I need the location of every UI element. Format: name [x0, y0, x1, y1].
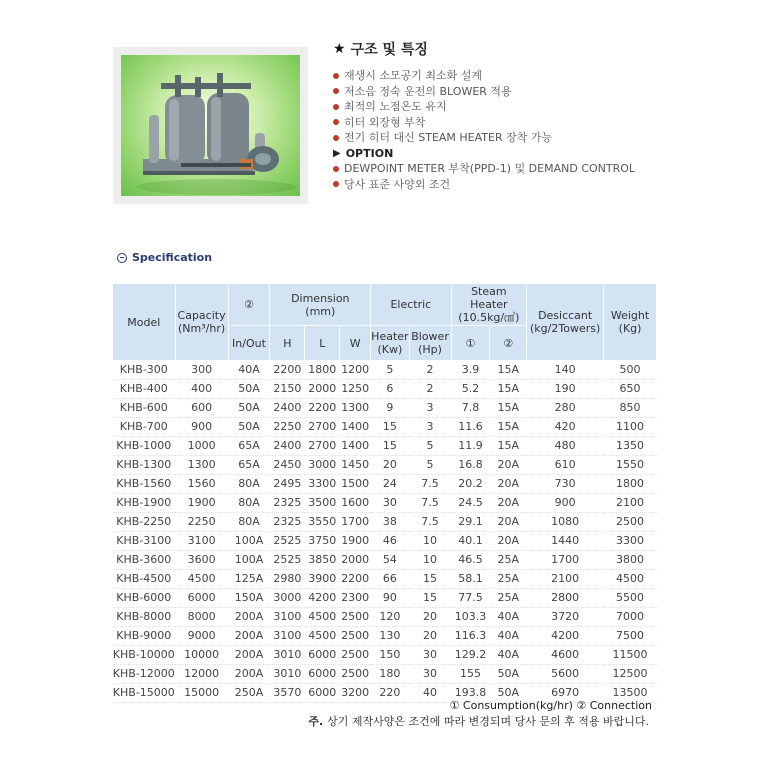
bullet-icon — [333, 135, 339, 141]
table-cell: 20A — [497, 515, 520, 528]
table-cell: 2525 — [273, 553, 302, 566]
table-cell: KHB-15000 — [112, 686, 175, 699]
table-cell: 3 — [426, 420, 434, 433]
table-cell: 50A — [497, 686, 520, 699]
table-cell: 30 — [423, 648, 438, 661]
table-cell: 1600 — [341, 496, 370, 509]
table-cell: 3.9 — [461, 363, 480, 376]
table-cell: 1700 — [551, 553, 580, 566]
table-row — [113, 627, 657, 646]
col-desiccant: Desiccant (kg/2Towers) — [527, 284, 604, 361]
table-row — [113, 494, 657, 513]
col-steam-heater: Steam Heater (10.5kg/㎠) — [451, 284, 527, 326]
table-cell: KHB-4500 — [116, 572, 172, 585]
table-cell: 20 — [423, 610, 438, 623]
table-cell: KHB-8000 — [116, 610, 172, 623]
table-cell: 220 — [379, 686, 401, 699]
legend-text: ① Consumption(kg/hr) ② Connection — [449, 699, 652, 712]
footer-note — [308, 713, 649, 729]
table-cell: 40.1 — [458, 534, 483, 547]
table-cell: 6000 — [308, 686, 337, 699]
table-cell: 1550 — [616, 458, 645, 471]
table-cell: 190 — [554, 382, 576, 395]
table-cell: 24.5 — [458, 496, 483, 509]
table-cell: 2325 — [273, 515, 302, 528]
table-row — [113, 437, 657, 456]
table-cell: 3100 — [187, 534, 216, 547]
table-cell: 15 — [382, 420, 397, 433]
table-cell: KHB-700 — [119, 420, 168, 433]
table-cell: 2800 — [551, 591, 580, 604]
product-photo-frame — [113, 47, 308, 204]
table-cell: 20A — [497, 496, 520, 509]
table-cell: KHB-9000 — [116, 629, 172, 642]
table-cell: KHB-300 — [119, 363, 168, 376]
table-cell: 2 — [426, 363, 434, 376]
table-cell: 3850 — [308, 553, 337, 566]
table-cell: 730 — [554, 477, 576, 490]
table-cell: KHB-400 — [119, 382, 168, 395]
table-cell: 193.8 — [454, 686, 487, 699]
table-cell: 2400 — [273, 401, 302, 414]
table-cell: 12500 — [612, 667, 648, 680]
table-cell: 4500 — [187, 572, 216, 585]
table-row — [113, 551, 657, 570]
table-cell: 7.5 — [421, 515, 439, 528]
col-in-out: In/Out — [228, 326, 270, 361]
table-cell: KHB-1300 — [116, 458, 172, 471]
table-cell: 50A — [238, 382, 260, 395]
table-cell: 1560 — [187, 477, 216, 490]
table-cell: 2150 — [273, 382, 302, 395]
table-cell: 1080 — [551, 515, 580, 528]
table-cell: 850 — [619, 401, 641, 414]
table-cell: 6000 — [187, 591, 216, 604]
table-cell: 140 — [554, 363, 576, 376]
table-cell: 200A — [234, 648, 264, 661]
col-w: W — [340, 326, 371, 361]
table-cell: 200A — [234, 629, 264, 642]
table-cell: 2 — [426, 382, 434, 395]
table-cell: 40A — [497, 648, 520, 661]
bullet-icon — [333, 181, 339, 187]
table-cell: 6000 — [308, 667, 337, 680]
table-cell: 15 — [382, 439, 397, 452]
table-cell: 2495 — [273, 477, 302, 490]
table-cell: 100A — [234, 553, 264, 566]
table-cell: 1250 — [341, 382, 370, 395]
table-cell: 9000 — [187, 629, 216, 642]
table-cell: 5 — [426, 458, 434, 471]
table-cell: 11.9 — [458, 439, 483, 452]
table-cell: 150A — [234, 591, 264, 604]
table-cell: 5 — [426, 439, 434, 452]
table-cell: 4600 — [551, 648, 580, 661]
table-cell: 20A — [497, 477, 520, 490]
table-cell: 3750 — [308, 534, 337, 547]
table-cell: 480 — [554, 439, 576, 452]
table-cell: 4500 — [308, 610, 337, 623]
col-connection: ② — [228, 284, 270, 326]
col-heater: Heater (Kw) — [371, 326, 409, 361]
table-cell: 129.2 — [454, 648, 487, 661]
table-cell: 180 — [379, 667, 401, 680]
table-cell: 7.8 — [461, 401, 480, 414]
table-cell: 600 — [191, 401, 213, 414]
table-cell: KHB-10000 — [112, 648, 175, 661]
table-cell: 2500 — [616, 515, 645, 528]
feature-item — [333, 99, 635, 115]
table-cell: 1900 — [187, 496, 216, 509]
bullet-icon — [333, 166, 339, 172]
bullet-icon — [333, 88, 339, 94]
table-row — [113, 418, 657, 437]
table-cell: 2980 — [273, 572, 302, 585]
table-cell: 46.5 — [458, 553, 483, 566]
table-cell: 2700 — [308, 439, 337, 452]
table-cell: 2250 — [187, 515, 216, 528]
table-cell: 20 — [423, 629, 438, 642]
table-cell: KHB-1000 — [116, 439, 172, 452]
option-heading — [333, 146, 635, 162]
table-cell: 1440 — [551, 534, 580, 547]
bullet-icon — [333, 119, 339, 125]
table-cell: 25A — [497, 591, 520, 604]
table-cell: 80A — [238, 477, 260, 490]
table-cell: 7500 — [616, 629, 645, 642]
table-cell: KHB-6000 — [116, 591, 172, 604]
table-cell: 20.2 — [458, 477, 483, 490]
table-cell: 280 — [554, 401, 576, 414]
feature-text: 저소음 정숙 운전의 BLOWER 적용 — [344, 84, 512, 98]
table-row — [113, 399, 657, 418]
table-row — [113, 361, 657, 380]
table-cell: 40A — [497, 610, 520, 623]
table-cell: 420 — [554, 420, 576, 433]
table-cell: 4500 — [308, 629, 337, 642]
table-cell: 6970 — [551, 686, 580, 699]
table-cell: 10 — [423, 534, 438, 547]
table-cell: 2100 — [616, 496, 645, 509]
table-cell: 1350 — [616, 439, 645, 452]
table-cell: KHB-2250 — [116, 515, 172, 528]
table-cell: 1300 — [341, 401, 370, 414]
table-cell: 77.5 — [458, 591, 483, 604]
table-cell: 3000 — [308, 458, 337, 471]
feature-item — [333, 68, 635, 84]
table-cell: 7000 — [616, 610, 645, 623]
table-cell: 15A — [497, 363, 520, 376]
table-cell: 66 — [382, 572, 397, 585]
table-cell: 3600 — [187, 553, 216, 566]
table-cell: 4500 — [616, 572, 645, 585]
table-cell: 15A — [497, 382, 520, 395]
table-cell: 30 — [382, 496, 397, 509]
table-cell: 1500 — [341, 477, 370, 490]
table-cell: 90 — [382, 591, 397, 604]
features-title-text: 구조 및 특징 — [350, 42, 428, 58]
table-cell: 100A — [234, 534, 264, 547]
table-cell: KHB-12000 — [112, 667, 175, 680]
table-cell: 1000 — [187, 439, 216, 452]
spec-table-body — [113, 361, 657, 703]
bullet-icon — [333, 104, 339, 110]
col-electric: Electric — [371, 284, 451, 326]
table-row — [113, 456, 657, 475]
table-cell: 65A — [238, 458, 260, 471]
table-cell: 58.1 — [458, 572, 483, 585]
table-row — [113, 532, 657, 551]
table-cell: 80A — [238, 496, 260, 509]
table-cell: 20 — [382, 458, 397, 471]
feature-text: 재생시 소모공기 최소화 설계 — [344, 69, 483, 82]
table-cell: 38 — [382, 515, 397, 528]
table-row — [113, 380, 657, 399]
col-model: Model — [113, 284, 176, 361]
table-cell: 5500 — [616, 591, 645, 604]
table-cell: 40A — [497, 629, 520, 642]
col-h: H — [270, 326, 305, 361]
table-cell: 3010 — [273, 648, 302, 661]
col-steam-2: ② — [490, 326, 527, 361]
table-cell: 15A — [497, 401, 520, 414]
table-cell: 6000 — [308, 648, 337, 661]
table-cell: 2400 — [273, 439, 302, 452]
table-cell: 3010 — [273, 667, 302, 680]
table-row — [113, 513, 657, 532]
table-cell: 3100 — [273, 610, 302, 623]
table-cell: 150 — [379, 648, 401, 661]
table-cell: 155 — [459, 667, 481, 680]
table-cell: 2450 — [273, 458, 302, 471]
table-cell: 200A — [234, 667, 264, 680]
table-cell: 2500 — [341, 629, 370, 642]
play-triangle-icon: ▶ — [333, 147, 341, 159]
col-capacity: Capacity (Nm³/hr) — [175, 284, 228, 361]
table-cell: 900 — [554, 496, 576, 509]
table-cell: 40A — [238, 363, 260, 376]
feature-text: 최적의 노점온도 유지 — [344, 100, 447, 113]
table-cell: 3900 — [308, 572, 337, 585]
table-cell: KHB-3100 — [116, 534, 172, 547]
option-label: OPTION — [345, 146, 394, 160]
feature-item — [333, 115, 635, 131]
table-cell: 900 — [191, 420, 213, 433]
table-row — [113, 570, 657, 589]
circle-minus-icon — [117, 253, 127, 263]
feature-text: 전기 히터 대신 STEAM HEATER 장착 가능 — [344, 131, 553, 144]
table-cell: 11.6 — [458, 420, 483, 433]
table-cell: 6 — [386, 382, 394, 395]
col-weight: Weight (Kg) — [604, 284, 657, 361]
product-photo — [121, 55, 300, 196]
table-cell: 3300 — [616, 534, 645, 547]
feature-text: 히터 외장형 부착 — [344, 115, 426, 129]
features-section — [333, 39, 635, 192]
table-cell: 25A — [497, 553, 520, 566]
note-prefix: 주. — [308, 715, 324, 728]
table-cell: 5600 — [551, 667, 580, 680]
spec-heading-text: Specification — [132, 251, 213, 264]
table-cell: 120 — [379, 610, 401, 623]
table-cell: 4200 — [551, 629, 580, 642]
spec-table — [112, 283, 657, 703]
table-cell: 2250 — [273, 420, 302, 433]
table-cell: 10000 — [184, 648, 220, 661]
table-cell: 40 — [423, 686, 438, 699]
table-cell: 50A — [497, 667, 520, 680]
table-cell: 11500 — [612, 648, 648, 661]
table-cell: 3100 — [273, 629, 302, 642]
table-cell: 1900 — [341, 534, 370, 547]
option-text: DEWPOINT METER 부착(PPD-1) 및 DEMAND CONTROL — [344, 162, 636, 175]
table-cell: 3200 — [341, 686, 370, 699]
table-cell: 2100 — [551, 572, 580, 585]
table-cell: 1800 — [616, 477, 645, 490]
star-icon: ★ — [333, 41, 346, 57]
table-cell: 2525 — [273, 534, 302, 547]
bullet-icon — [333, 73, 339, 79]
table-cell: 3000 — [273, 591, 302, 604]
note-text: 상기 제작사양은 조건에 따라 변경되며 당사 문의 후 적용 바랍니다. — [327, 715, 649, 728]
table-cell: 5 — [386, 363, 394, 376]
table-row — [113, 646, 657, 665]
table-cell: 2500 — [341, 648, 370, 661]
table-cell: 15000 — [184, 686, 220, 699]
table-cell: 7.5 — [421, 477, 439, 490]
table-cell: 116.3 — [454, 629, 487, 642]
table-cell: 250A — [234, 686, 264, 699]
table-cell: 46 — [382, 534, 397, 547]
table-cell: 2200 — [308, 401, 337, 414]
table-cell: 4200 — [308, 591, 337, 604]
table-cell: 15 — [423, 572, 438, 585]
table-cell: 16.8 — [458, 458, 483, 471]
table-row — [113, 608, 657, 627]
feature-item — [333, 130, 635, 146]
table-cell: 1400 — [341, 439, 370, 452]
table-cell: 2300 — [341, 591, 370, 604]
table-cell: 15A — [497, 439, 520, 452]
table-cell: 2500 — [341, 610, 370, 623]
feature-list — [333, 68, 635, 192]
table-cell: 7.5 — [421, 496, 439, 509]
table-cell: KHB-1560 — [116, 477, 172, 490]
col-blower: Blower (Hp) — [409, 326, 451, 361]
table-cell: 20A — [497, 534, 520, 547]
table-cell: 650 — [619, 382, 641, 395]
table-cell: 125A — [234, 572, 264, 585]
table-cell: 500 — [619, 363, 641, 376]
spec-heading — [117, 251, 212, 264]
table-row — [113, 665, 657, 684]
option-item — [333, 161, 635, 177]
table-cell: 2200 — [273, 363, 302, 376]
table-cell: 2000 — [308, 382, 337, 395]
table-cell: 29.1 — [458, 515, 483, 528]
table-cell: 1450 — [341, 458, 370, 471]
table-row — [113, 475, 657, 494]
table-cell: 2000 — [341, 553, 370, 566]
table-cell: 2325 — [273, 496, 302, 509]
feature-item — [333, 84, 635, 100]
table-cell: 13500 — [612, 686, 648, 699]
table-cell: 80A — [238, 515, 260, 528]
table-cell: KHB-3600 — [116, 553, 172, 566]
table-cell: 50A — [238, 401, 260, 414]
table-cell: 15A — [497, 420, 520, 433]
table-cell: 5.2 — [461, 382, 480, 395]
table-cell: 2200 — [341, 572, 370, 585]
table-cell: 1400 — [341, 420, 370, 433]
table-cell: 610 — [554, 458, 576, 471]
table-cell: 8000 — [187, 610, 216, 623]
table-row — [113, 589, 657, 608]
table-cell: 50A — [238, 420, 260, 433]
table-cell: 3800 — [616, 553, 645, 566]
table-cell: 103.3 — [454, 610, 487, 623]
features-title — [333, 39, 635, 59]
table-cell: 1300 — [187, 458, 216, 471]
table-cell: 25A — [497, 572, 520, 585]
table-cell: 65A — [238, 439, 260, 452]
table-cell: 3300 — [308, 477, 337, 490]
table-cell: 3720 — [551, 610, 580, 623]
table-cell: 300 — [191, 363, 213, 376]
table-cell: 24 — [382, 477, 397, 490]
table-cell: 2700 — [308, 420, 337, 433]
table-cell: KHB-600 — [119, 401, 168, 414]
table-cell: 10 — [423, 553, 438, 566]
col-l: L — [305, 326, 340, 361]
table-cell: 130 — [379, 629, 401, 642]
table-cell: 1700 — [341, 515, 370, 528]
table-cell: 9 — [386, 401, 394, 414]
table-cell: 1100 — [616, 420, 645, 433]
table-cell: 30 — [423, 667, 438, 680]
option-text: 당사 표준 사양외 조건 — [344, 177, 451, 191]
table-cell: 3570 — [273, 686, 302, 699]
table-cell: 20A — [497, 458, 520, 471]
table-cell: 12000 — [184, 667, 220, 680]
col-steam-1: ① — [451, 326, 490, 361]
col-dimension: Dimension (mm) — [270, 284, 371, 326]
table-cell: 3500 — [308, 496, 337, 509]
table-cell: 3 — [426, 401, 434, 414]
table-cell: KHB-1900 — [116, 496, 172, 509]
table-cell: 3550 — [308, 515, 337, 528]
table-cell: 200A — [234, 610, 264, 623]
table-cell: 1200 — [341, 363, 370, 376]
table-cell: 54 — [382, 553, 397, 566]
table-cell: 2500 — [341, 667, 370, 680]
table-cell: 15 — [423, 591, 438, 604]
table-cell: 1800 — [308, 363, 337, 376]
option-item — [333, 177, 635, 193]
table-cell: 400 — [191, 382, 213, 395]
dryer-illustration — [121, 55, 300, 196]
